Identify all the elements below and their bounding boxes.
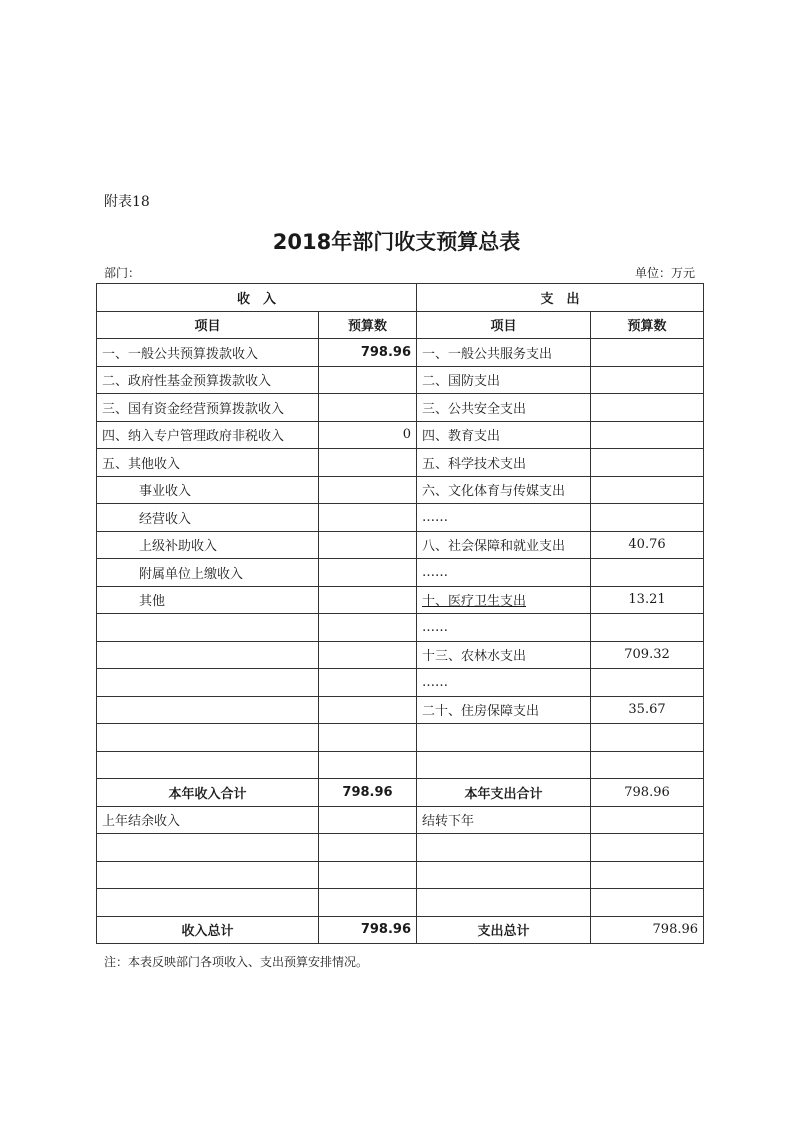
income-item: 五、其他收入 (97, 449, 319, 477)
expense-section-header: 支 出 (417, 284, 704, 312)
expense-item: 二十、住房保障支出 (417, 696, 591, 724)
year-expense-total-value: 798.96 (591, 779, 704, 807)
income-value (319, 614, 417, 642)
table-row (97, 696, 704, 724)
expense-item: 二、国防支出 (417, 366, 591, 394)
empty-cell (591, 834, 704, 862)
expense-value: 35.67 (591, 696, 704, 724)
table-row (97, 366, 704, 394)
table-row (97, 889, 704, 917)
table-row (97, 669, 704, 697)
table-row (97, 834, 704, 862)
income-grand-total-value: 798.96 (319, 916, 417, 944)
income-item: 附属单位上缴收入 (97, 559, 319, 587)
income-value (319, 724, 417, 752)
table-row (97, 531, 704, 559)
empty-cell (97, 889, 319, 917)
table-row (97, 586, 704, 614)
expense-item (417, 586, 591, 614)
expense-item: …… (417, 504, 591, 532)
empty-cell (417, 889, 591, 917)
income-value (319, 696, 417, 724)
unit-label: 单位：万元 (634, 266, 695, 280)
table-row (97, 751, 704, 779)
expense-value (591, 504, 704, 532)
attachment-label: 附表18 (104, 194, 150, 210)
income-value (319, 394, 417, 422)
table-row (97, 421, 704, 449)
year-expense-total-label: 本年支出合计 (417, 779, 591, 807)
carry-forward-value (591, 806, 704, 834)
income-value (319, 586, 417, 614)
section-header-row (97, 284, 704, 312)
income-item: 四、纳入专户管理政府非税收入 (97, 421, 319, 449)
income-item (97, 696, 319, 724)
income-value (319, 476, 417, 504)
prior-year-surplus-label: 上年结余收入 (97, 806, 319, 834)
expense-value (591, 394, 704, 422)
table-row (97, 559, 704, 587)
income-item: 经营收入 (97, 504, 319, 532)
table-row (97, 504, 704, 532)
income-item: 其他 (97, 586, 319, 614)
prior-year-surplus-value (319, 806, 417, 834)
table-row (97, 476, 704, 504)
income-item: 上级补助收入 (97, 531, 319, 559)
column-header-row (97, 311, 704, 339)
income-value (319, 449, 417, 477)
income-item (97, 724, 319, 752)
expense-item (417, 724, 591, 752)
carry-forward-label: 结转下年 (417, 806, 591, 834)
expense-value (591, 476, 704, 504)
income-value (319, 366, 417, 394)
expense-budget-header: 预算数 (591, 311, 704, 339)
expense-value (591, 614, 704, 642)
expense-item: 一、一般公共服务支出 (417, 339, 591, 367)
expense-item: …… (417, 559, 591, 587)
income-value (319, 504, 417, 532)
income-value: 798.96 (319, 339, 417, 367)
expense-item: 八、社会保障和就业支出 (417, 531, 591, 559)
empty-cell (417, 861, 591, 889)
expense-item (417, 751, 591, 779)
expense-value (591, 751, 704, 779)
expense-item-label: 十、医疗卫生支出 (422, 594, 527, 610)
empty-cell (591, 861, 704, 889)
table-row (97, 449, 704, 477)
income-budget-header: 预算数 (319, 311, 417, 339)
expense-item: 三、公共安全支出 (417, 394, 591, 422)
footnote: 注：本表反映部门各项收入、支出预算安排情况。 (104, 955, 369, 969)
income-item (97, 641, 319, 669)
income-value (319, 669, 417, 697)
income-item (97, 751, 319, 779)
expense-item: 六、文化体育与传媒支出 (417, 476, 591, 504)
empty-cell (417, 834, 591, 862)
expense-item: 五、科学技术支出 (417, 449, 591, 477)
expense-value: 13.21 (591, 586, 704, 614)
income-value (319, 751, 417, 779)
expense-value: 709.32 (591, 641, 704, 669)
table-row (97, 339, 704, 367)
expense-value (591, 339, 704, 367)
year-total-row (97, 779, 704, 807)
year-income-total-label: 本年收入合计 (97, 779, 319, 807)
income-item (97, 669, 319, 697)
income-item: 事业收入 (97, 476, 319, 504)
income-value (319, 641, 417, 669)
year-income-total-value: 798.96 (319, 779, 417, 807)
empty-cell (319, 834, 417, 862)
income-item: 一、一般公共预算拨款收入 (97, 339, 319, 367)
budget-table (96, 283, 704, 944)
expense-grand-total-label: 支出总计 (417, 916, 591, 944)
expense-item: …… (417, 669, 591, 697)
department-label: 部门： (104, 266, 141, 280)
grand-total-row (97, 916, 704, 944)
income-item (97, 614, 319, 642)
empty-cell (97, 861, 319, 889)
empty-cell (319, 889, 417, 917)
table-row (97, 394, 704, 422)
empty-cell (591, 889, 704, 917)
income-section-header: 收 入 (97, 284, 417, 312)
income-item: 二、政府性基金预算拨款收入 (97, 366, 319, 394)
expense-value (591, 421, 704, 449)
income-value: 0 (319, 421, 417, 449)
expense-value (591, 669, 704, 697)
table-row (97, 724, 704, 752)
table-row (97, 614, 704, 642)
expense-item: 四、教育支出 (417, 421, 591, 449)
expense-grand-total-value: 798.96 (591, 916, 704, 944)
empty-cell (319, 861, 417, 889)
expense-value (591, 366, 704, 394)
expense-value: 40.76 (591, 531, 704, 559)
expense-item: …… (417, 614, 591, 642)
income-value (319, 559, 417, 587)
expense-value (591, 449, 704, 477)
expense-value (591, 724, 704, 752)
table-row (97, 641, 704, 669)
expense-value (591, 559, 704, 587)
expense-item-header: 项目 (417, 311, 591, 339)
carry-row (97, 806, 704, 834)
income-value (319, 531, 417, 559)
empty-cell (97, 834, 319, 862)
table-row (97, 861, 704, 889)
income-item: 三、国有资金经营预算拨款收入 (97, 394, 319, 422)
page-title: 2018年部门收支预算总表 (272, 230, 521, 254)
income-grand-total-label: 收入总计 (97, 916, 319, 944)
expense-item: 十三、农林水支出 (417, 641, 591, 669)
income-item-header: 项目 (97, 311, 319, 339)
